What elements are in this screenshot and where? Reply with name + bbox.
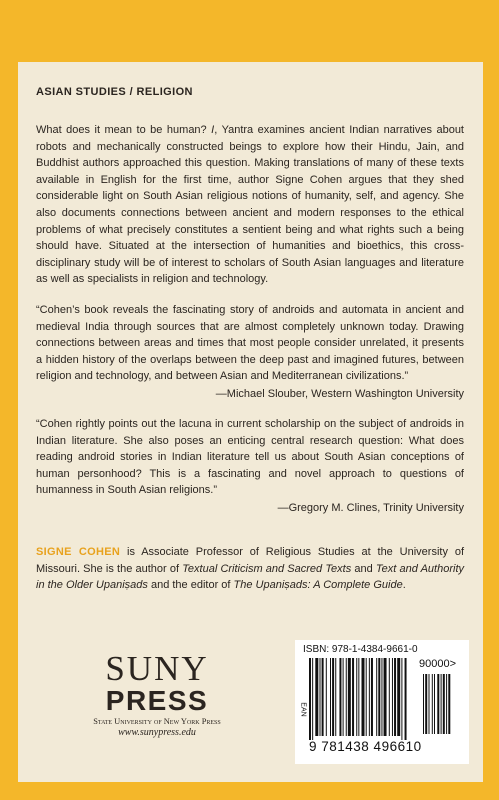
barcode-area <box>295 640 469 764</box>
barcode-digits: 9 781438 496610 <box>309 739 422 754</box>
description-start: What does it mean to be human? <box>36 124 212 136</box>
publisher-name-line1: SUNY <box>105 649 209 688</box>
book-title: Text and Authority in the Older Upaniṣads <box>36 562 465 592</box>
publisher-name-line2: PRESS <box>105 685 209 716</box>
author-name: SIGNE COHEN <box>36 546 121 558</box>
quote-attribution: —Gregory M. Clines, Trinity University <box>277 501 464 514</box>
book-title: The Upaniṣads: A Complete Guide <box>233 579 403 592</box>
endorsement-quote <box>36 416 464 517</box>
title-fragment: I <box>211 124 215 136</box>
publisher-logo <box>93 649 221 739</box>
book-title: Textual Criticism and Sacred Texts <box>182 562 352 575</box>
bio-text: . <box>402 579 406 592</box>
quote-attribution: —Michael Slouber, Western Washington University <box>215 387 464 400</box>
author-bio <box>36 544 464 594</box>
bio-text: and the editor of <box>147 579 234 592</box>
endorsement-quote <box>36 302 464 403</box>
price-code: 90000> <box>419 658 457 670</box>
book-description <box>36 122 464 288</box>
description-rest: , Yantra examines ancient Indian narratives about robots and mechanically constructed beings to explore how their Hindu, Jain, and Buddhist authors approached this question. Making translations of many of these texts available in English for the first time, author Signe Cohen argues that they shed considerable light on South Asian religious notions of humanity, self, and agency. She also documents connections between ancient and modern responses to the ethical problems of what precisely constitutes a sentient being and what rights such a being should have. Situated at the intersection of humanities and bioethics, this cross-disciplinary study will be of interest to scholars of South Asian languages and literature as well as specialists in religion and technology. <box>36 124 464 286</box>
bio-text: is Associate Professor of Religious Studies at the University of Missouri. She is the author of <box>36 546 465 575</box>
quote-text: “Cohen rightly points out the lacuna in current scholarship on the subject of androids in Indian literature. She also poses an enticing central research question: What does reading android stories in Indian literature tell us about South Asian conceptions of human personhood? This is a fascinating and novel approach to questions of humanness in South Asian religions.” <box>36 418 464 497</box>
publisher-full-name: State University of New York Press <box>93 717 221 726</box>
ean-label: EAN <box>299 702 307 717</box>
publisher-url: www.sunypress.edu <box>118 727 196 738</box>
bio-text: and <box>351 562 376 575</box>
quote-text: “Cohen’s book reveals the fascinating story of androids and automata in ancient and medieval India through sources that are almost completely unknown today. Drawing connections between areas and times that most people consider unrelated, it presents a hidden history of the overlaps between the deep past and imagined futures, between religion and technology, and between Asian and Mediterranean civilizations.” <box>36 304 464 383</box>
subject-category: ASIAN STUDIES / RELIGION <box>36 86 193 98</box>
isbn-label: ISBN: 978-1-4384-9661-0 <box>303 644 418 655</box>
